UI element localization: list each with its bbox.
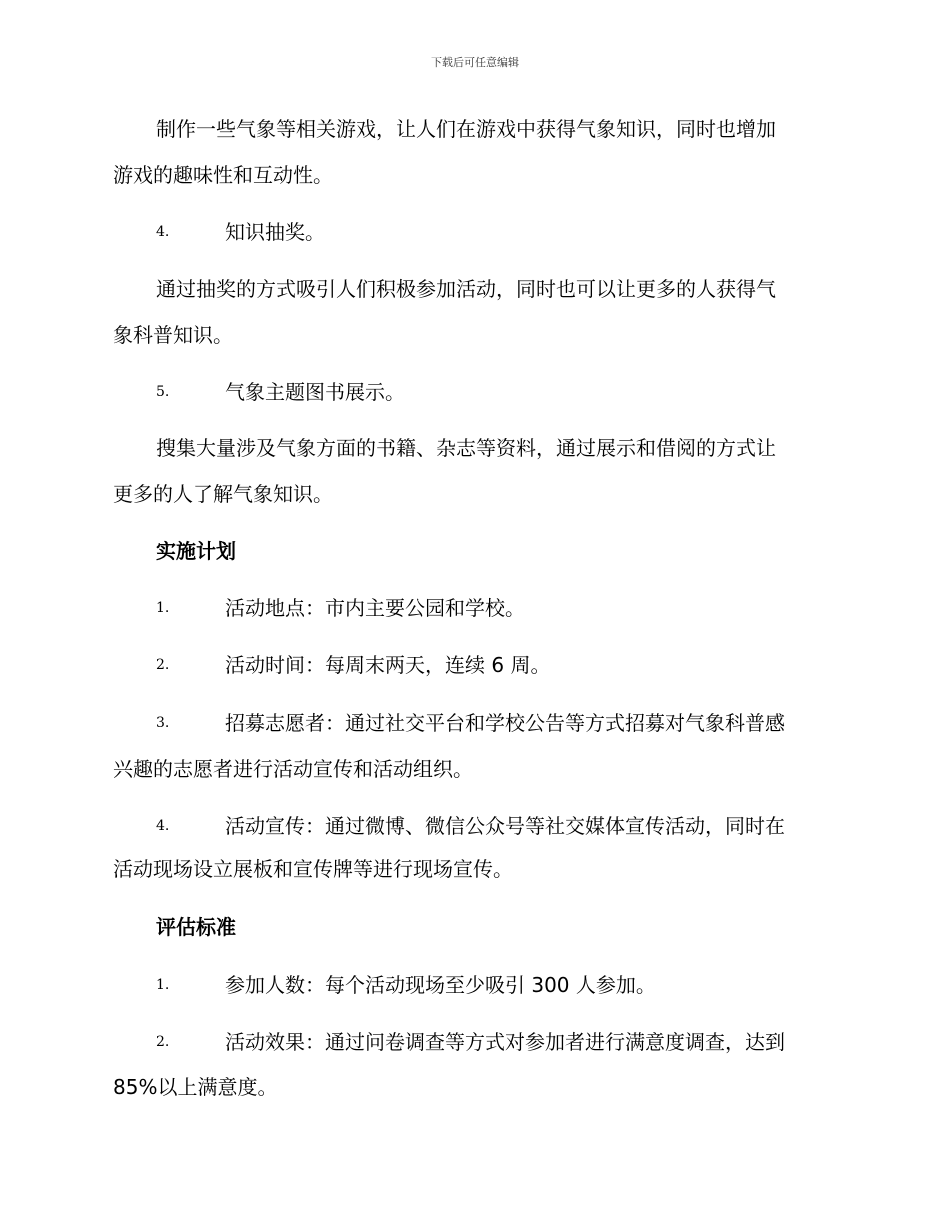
- header-note: 下载后可任意编辑: [431, 56, 519, 69]
- list-item-title: 气象主题图书展示。: [225, 380, 405, 404]
- list-item-text: 活动地点：市内主要公园和学校。: [225, 596, 525, 620]
- paragraph-line: 更多的人了解气象知识。: [113, 482, 333, 506]
- list-item-title: 知识抽奖。: [225, 220, 325, 244]
- section-heading: 实施计划: [156, 539, 236, 563]
- list-item-text: 活动时间：每周末两天，连续 6 周。: [225, 653, 551, 677]
- list-number: 1.: [156, 977, 170, 993]
- paragraph-line: 通过抽奖的方式吸引人们积极参加活动，同时也可以让更多的人获得气: [156, 277, 776, 301]
- list-number: 1.: [156, 600, 170, 616]
- list-item-continuation: 85%以上满意度。: [113, 1075, 278, 1099]
- section-heading: 评估标准: [156, 915, 236, 939]
- list-number: 2.: [156, 1034, 170, 1050]
- list-item-text: 活动宣传：通过微博、微信公众号等社交媒体宣传活动，同时在: [225, 814, 785, 838]
- list-number: 3.: [156, 715, 170, 731]
- list-item-text: 活动效果：通过问卷调查等方式对参加者进行满意度调查，达到: [225, 1030, 785, 1054]
- list-number: 2.: [156, 657, 170, 673]
- list-item-continuation: 兴趣的志愿者进行活动宣传和活动组织。: [113, 757, 473, 781]
- paragraph-line: 搜集大量涉及气象方面的书籍、杂志等资料，通过展示和借阅的方式让: [156, 436, 776, 460]
- paragraph-line: 象科普知识。: [113, 323, 233, 347]
- list-number: 4.: [156, 818, 170, 834]
- list-number: 5.: [156, 384, 170, 400]
- list-item-text: 招募志愿者：通过社交平台和学校公告等方式招募对气象科普感: [225, 711, 785, 735]
- list-item-continuation: 活动现场设立展板和宣传牌等进行现场宣传。: [113, 857, 513, 881]
- list-number: 4.: [156, 224, 170, 240]
- list-item-text: 参加人数：每个活动现场至少吸引 300 人参加。: [225, 973, 656, 997]
- paragraph-line: 游戏的趣味性和互动性。: [113, 163, 333, 187]
- paragraph-line: 制作一些气象等相关游戏，让人们在游戏中获得气象知识，同时也增加: [156, 117, 776, 141]
